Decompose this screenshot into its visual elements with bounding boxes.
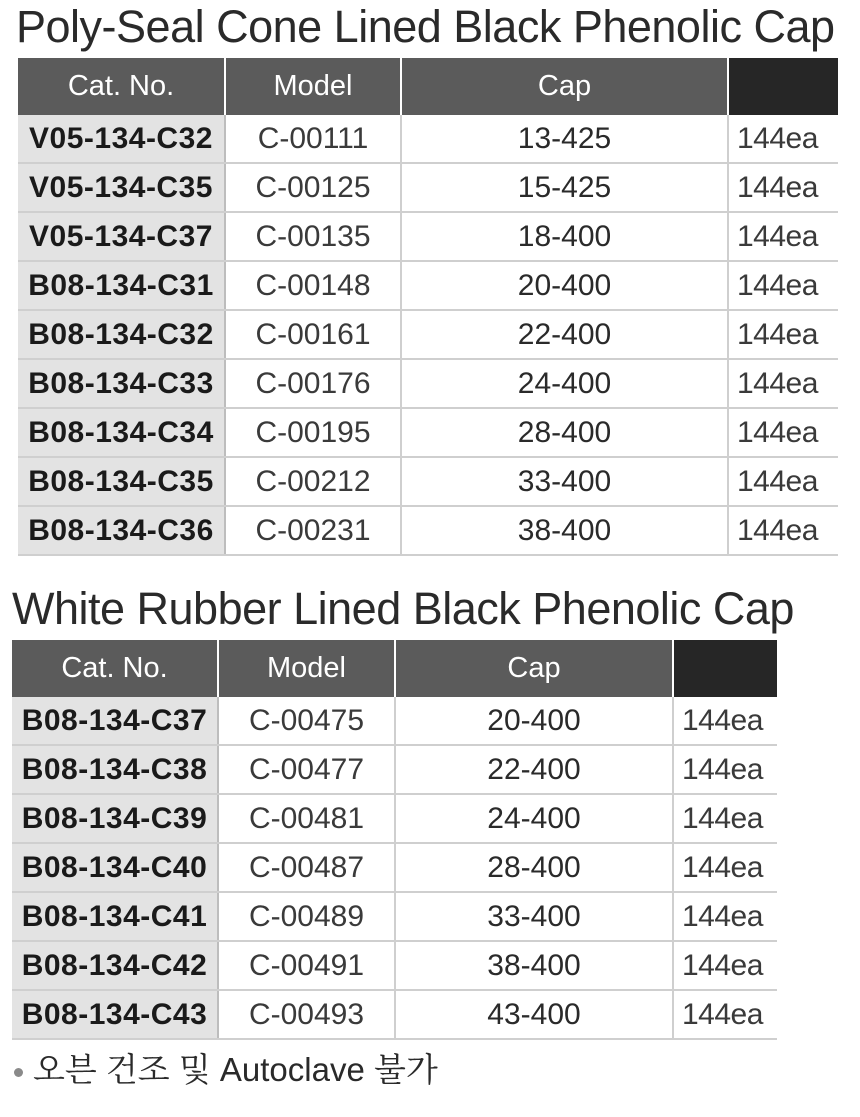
model-cell: C-00176 bbox=[225, 359, 401, 408]
model-cell: C-00475 bbox=[218, 697, 395, 745]
cat-no-cell: B08-134-C40 bbox=[12, 843, 218, 892]
table-row bbox=[12, 941, 777, 990]
cat-no-cell: B08-134-C34 bbox=[18, 408, 225, 457]
quantity-cell: 144ea bbox=[728, 212, 838, 261]
table-row bbox=[18, 115, 838, 163]
section-title: Poly-Seal Cone Lined Black Phenolic Cap bbox=[16, 1, 835, 52]
model-cell: C-00477 bbox=[218, 745, 395, 794]
header-cat-no: Cat. No. bbox=[12, 640, 218, 697]
model-cell: C-00487 bbox=[218, 843, 395, 892]
quantity-cell: 144ea bbox=[728, 359, 838, 408]
header-model: Model bbox=[225, 58, 401, 115]
quantity-cell: 144ea bbox=[728, 115, 838, 163]
quantity-cell: 144ea bbox=[728, 506, 838, 555]
cat-no-cell: V05-134-C35 bbox=[18, 163, 225, 212]
model-cell: C-00195 bbox=[225, 408, 401, 457]
quantity-cell: 144ea bbox=[728, 163, 838, 212]
table-header-row bbox=[18, 58, 838, 115]
quantity-cell: 144ea bbox=[728, 261, 838, 310]
table-header-row bbox=[12, 640, 777, 697]
cat-no-cell: B08-134-C39 bbox=[12, 794, 218, 843]
header-model: Model bbox=[218, 640, 395, 697]
cat-no-cell: B08-134-C37 bbox=[12, 697, 218, 745]
table-row bbox=[18, 457, 838, 506]
model-cell: C-00481 bbox=[218, 794, 395, 843]
section-title: White Rubber Lined Black Phenolic Cap bbox=[12, 583, 794, 634]
table-row bbox=[12, 843, 777, 892]
cap-size-cell: 22-400 bbox=[401, 310, 728, 359]
model-cell: C-00161 bbox=[225, 310, 401, 359]
cap-size-cell: 33-400 bbox=[395, 892, 673, 941]
header-cat-no: Cat. No. bbox=[18, 58, 225, 115]
cat-no-cell: B08-134-C41 bbox=[12, 892, 218, 941]
model-cell: C-00111 bbox=[225, 115, 401, 163]
model-cell: C-00489 bbox=[218, 892, 395, 941]
quantity-cell: 144ea bbox=[728, 457, 838, 506]
model-cell: C-00135 bbox=[225, 212, 401, 261]
table-row bbox=[18, 310, 838, 359]
cat-no-cell: B08-134-C36 bbox=[18, 506, 225, 555]
table-row bbox=[18, 163, 838, 212]
cat-no-cell: B08-134-C31 bbox=[18, 261, 225, 310]
cap-size-cell: 38-400 bbox=[395, 941, 673, 990]
cat-no-cell: B08-134-C35 bbox=[18, 457, 225, 506]
quantity-cell: 144ea bbox=[673, 843, 777, 892]
table-row bbox=[18, 212, 838, 261]
cap-size-cell: 22-400 bbox=[395, 745, 673, 794]
product-table bbox=[12, 640, 777, 1040]
model-cell: C-00493 bbox=[218, 990, 395, 1039]
cap-size-cell: 28-400 bbox=[401, 408, 728, 457]
cap-size-cell: 43-400 bbox=[395, 990, 673, 1039]
bullet-icon bbox=[14, 1068, 23, 1077]
model-cell: C-00125 bbox=[225, 163, 401, 212]
cap-size-cell: 15-425 bbox=[401, 163, 728, 212]
header-cap: Cap bbox=[401, 58, 728, 115]
quantity-cell: 144ea bbox=[673, 892, 777, 941]
model-cell: C-00491 bbox=[218, 941, 395, 990]
cap-size-cell: 24-400 bbox=[401, 359, 728, 408]
cap-size-cell: 28-400 bbox=[395, 843, 673, 892]
cap-size-cell: 18-400 bbox=[401, 212, 728, 261]
quantity-cell: 144ea bbox=[673, 697, 777, 745]
cat-no-cell: B08-134-C33 bbox=[18, 359, 225, 408]
cap-size-cell: 20-400 bbox=[395, 697, 673, 745]
header-cap: Cap bbox=[395, 640, 673, 697]
table-row bbox=[12, 990, 777, 1039]
table-row bbox=[12, 892, 777, 941]
table-row bbox=[12, 794, 777, 843]
cat-no-cell: B08-134-C43 bbox=[12, 990, 218, 1039]
quantity-cell: 144ea bbox=[728, 408, 838, 457]
model-cell: C-00212 bbox=[225, 457, 401, 506]
cap-size-cell: 38-400 bbox=[401, 506, 728, 555]
cap-size-cell: 20-400 bbox=[401, 261, 728, 310]
cat-no-cell: V05-134-C37 bbox=[18, 212, 225, 261]
footnote-text: 오븐 건조 및 Autoclave 불가 bbox=[33, 1051, 438, 1088]
table-row bbox=[18, 261, 838, 310]
model-cell: C-00231 bbox=[225, 506, 401, 555]
table-row bbox=[18, 506, 838, 555]
cap-size-cell: 24-400 bbox=[395, 794, 673, 843]
quantity-cell: 144ea bbox=[673, 990, 777, 1039]
header-quantity bbox=[728, 58, 838, 115]
cat-no-cell: B08-134-C32 bbox=[18, 310, 225, 359]
quantity-cell: 144ea bbox=[673, 745, 777, 794]
footnote bbox=[14, 1048, 438, 1092]
table-row bbox=[18, 359, 838, 408]
quantity-cell: 144ea bbox=[673, 941, 777, 990]
cap-size-cell: 13-425 bbox=[401, 115, 728, 163]
table-row bbox=[12, 745, 777, 794]
header-quantity bbox=[673, 640, 777, 697]
product-table bbox=[18, 58, 838, 556]
quantity-cell: 144ea bbox=[728, 310, 838, 359]
table-row bbox=[12, 697, 777, 745]
cat-no-cell: B08-134-C42 bbox=[12, 941, 218, 990]
cat-no-cell: B08-134-C38 bbox=[12, 745, 218, 794]
model-cell: C-00148 bbox=[225, 261, 401, 310]
cap-size-cell: 33-400 bbox=[401, 457, 728, 506]
quantity-cell: 144ea bbox=[673, 794, 777, 843]
cat-no-cell: V05-134-C32 bbox=[18, 115, 225, 163]
table-row bbox=[18, 408, 838, 457]
